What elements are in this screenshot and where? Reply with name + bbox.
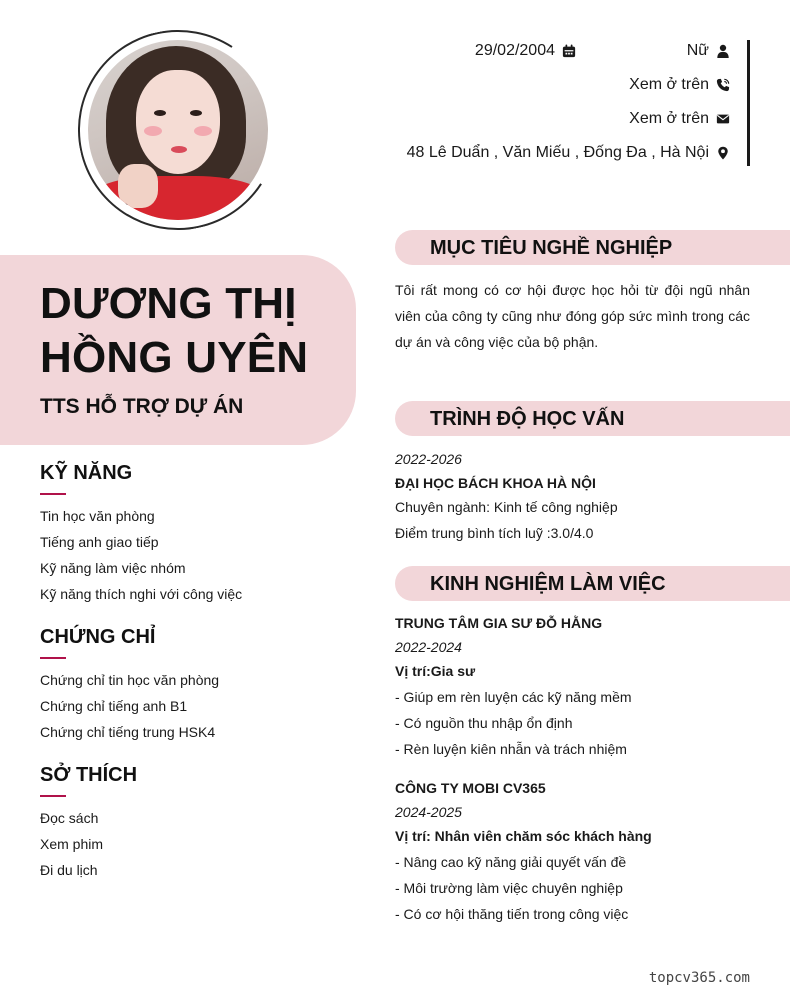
phone-row xyxy=(629,76,730,94)
objective-header xyxy=(395,230,790,265)
full-name: DƯƠNG THỊ HỒNG UYÊN xyxy=(40,279,309,382)
job-company: CÔNG TY MOBI CV365 xyxy=(395,780,546,796)
education-heading: TRÌNH ĐỘ HỌC VẤN xyxy=(430,408,625,430)
experience-body xyxy=(395,614,750,931)
email-text: Xem ở trên xyxy=(629,110,709,127)
job-company: TRUNG TÂM GIA SƯ ĐỖ HẰNG xyxy=(395,615,603,631)
job-point: - Có nguồn thu nhập ổn định xyxy=(395,715,573,731)
skill-item: Tiếng anh giao tiếp xyxy=(40,534,159,550)
heading-underline xyxy=(40,493,66,495)
gender-row xyxy=(687,42,730,60)
skills-section xyxy=(40,462,340,611)
skill-item: Kỹ năng làm việc nhóm xyxy=(40,560,186,576)
address-text: 48 Lê Duẩn , Văn Miếu , Đống Đa , Hà Nội xyxy=(406,144,709,161)
education-body xyxy=(395,450,750,550)
contact-divider xyxy=(747,40,750,166)
profile-photo xyxy=(88,40,268,220)
address-row xyxy=(407,144,730,162)
phone-text: Xem ở trên xyxy=(629,76,709,93)
birthday-row xyxy=(475,42,576,60)
skill-item: Kỹ năng thích nghi với công việc xyxy=(40,586,243,602)
job-title: TTS HỖ TRỢ DỰ ÁN xyxy=(40,395,244,418)
contact-info xyxy=(370,40,730,166)
certificate-item: Chứng chỉ tiếng anh B1 xyxy=(40,698,188,714)
person-icon xyxy=(716,44,730,58)
education-school: ĐẠI HỌC BÁCH KHOA HÀ NỘI xyxy=(395,475,596,491)
job-position: Vị trí: Nhân viên chăm sóc khách hàng xyxy=(395,828,652,844)
envelope-icon xyxy=(716,112,730,126)
job-point: - Môi trường làm việc chuyên nghiệp xyxy=(395,880,623,896)
objective-text: Tôi rất mong có cơ hội được học hỏi từ đội ngũ nhân viên của công ty cũng như đóng góp sức mình trong các dự án và công việc của bộ phận. xyxy=(395,282,750,350)
certificate-item: Chứng chỉ tin học văn phòng xyxy=(40,672,220,688)
email-row xyxy=(629,110,730,128)
education-gpa: Điểm trung bình tích luỹ :3.0/4.0 xyxy=(395,525,594,541)
phone-icon xyxy=(716,78,730,92)
skill-item: Tin học văn phòng xyxy=(40,508,155,524)
name-banner xyxy=(0,255,356,445)
experience-header xyxy=(395,566,790,601)
job-position: Vị trí:Gia sư xyxy=(395,663,476,679)
education-period: 2022-2026 xyxy=(395,451,462,467)
heading-underline xyxy=(40,795,66,797)
hobbies-section xyxy=(40,764,340,887)
birthday-text: 29/02/2004 xyxy=(474,42,555,59)
job-period: 2024-2025 xyxy=(395,804,462,820)
certificates-section xyxy=(40,626,340,749)
job-period: 2022-2024 xyxy=(395,639,462,655)
heading-underline xyxy=(40,657,66,659)
certificate-item: Chứng chỉ tiếng trung HSK4 xyxy=(40,724,216,740)
job-point: - Rèn luyện kiên nhẫn và trách nhiệm xyxy=(395,741,627,757)
avatar xyxy=(78,30,278,230)
job-point: - Có cơ hội thăng tiến trong công việc xyxy=(395,906,629,922)
education-major: Chuyên ngành: Kinh tế công nghiệp xyxy=(395,499,618,515)
gender-text: Nữ xyxy=(686,42,709,59)
certificates-heading: CHỨNG CHỈ xyxy=(40,626,156,648)
experience-heading: KINH NGHIỆM LÀM VIỆC xyxy=(430,573,666,595)
footer-watermark: topcv365.com xyxy=(648,970,750,986)
hobby-item: Đọc sách xyxy=(40,810,99,826)
skills-heading: KỸ NĂNG xyxy=(40,462,133,484)
map-pin-icon xyxy=(716,146,730,160)
hobby-item: Xem phim xyxy=(40,836,104,852)
education-header xyxy=(395,401,790,436)
hobby-item: Đi du lịch xyxy=(40,862,98,878)
job-point: - Nâng cao kỹ năng giải quyết vấn đề xyxy=(395,854,627,870)
objective-heading: MỤC TIÊU NGHỀ NGHIỆP xyxy=(430,237,673,259)
job-point: - Giúp em rèn luyện các kỹ năng mềm xyxy=(395,689,632,705)
hobbies-heading: SỞ THÍCH xyxy=(40,764,138,786)
calendar-icon xyxy=(562,44,576,58)
